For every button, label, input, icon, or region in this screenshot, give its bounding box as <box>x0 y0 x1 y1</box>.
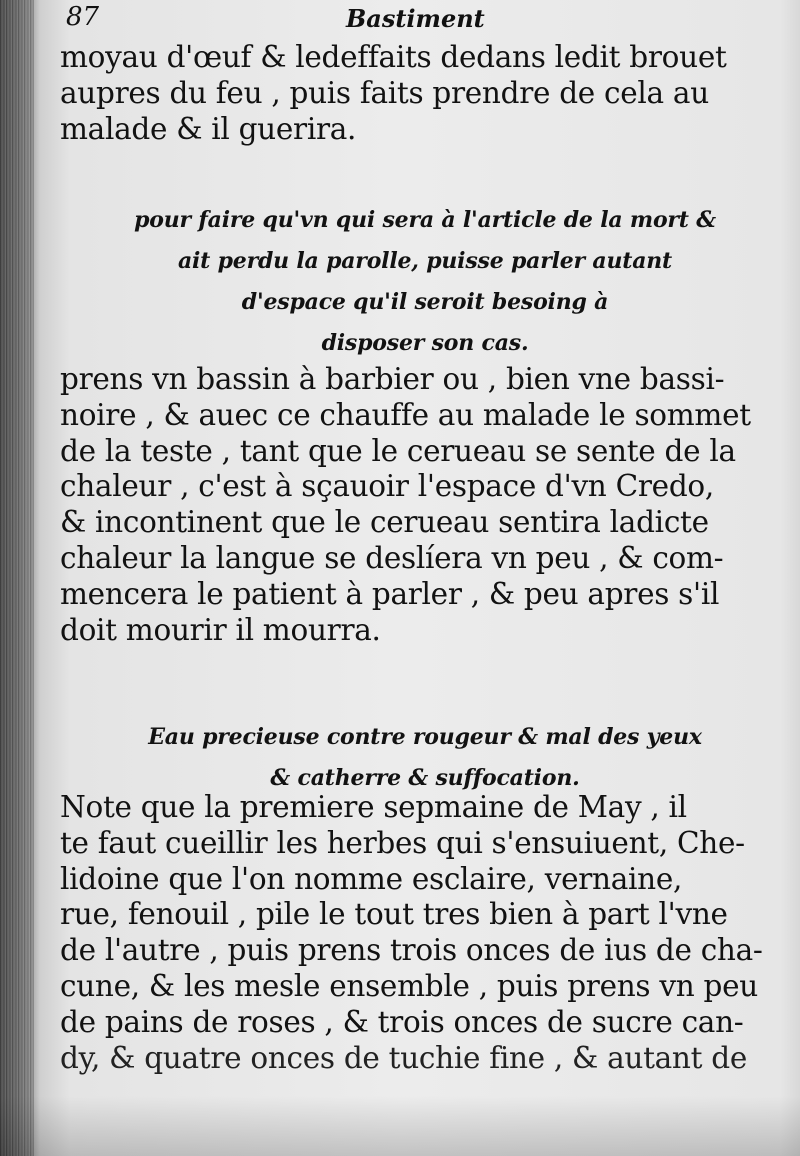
text-line: malade & il guerira. <box>60 111 357 146</box>
text-line: de pains de roses , & trois onces de sucre can- <box>60 1004 744 1039</box>
text-line: cune, & les mesle ensemble , puis prens vn peu <box>60 968 758 1003</box>
text-line: te faut cueillir les herbes qui s'ensuiuent, Che- <box>60 825 745 860</box>
text-line: lidoine que l'on nomme esclaire, vernaine, <box>60 861 683 896</box>
running-head: Bastiment <box>346 4 485 33</box>
text-line: prens vn bassin à barbier ou , bien vne bassi- <box>60 362 725 396</box>
book-spine-edge <box>0 0 34 1156</box>
text-line: chaleur , c'est à sçauoir l'espace d'vn Credo, <box>60 469 714 504</box>
paragraph-continuation <box>60 40 790 147</box>
text-line: de la teste , tant que le cerueau se sente de la <box>60 433 736 468</box>
heading-line: Eau precieuse contre rougeur & mal des yeux <box>148 724 702 750</box>
page-header <box>66 2 786 32</box>
heading-line: pour faire qu'vn qui sera à l'article de la mort & <box>134 207 716 233</box>
text-line: moyau d'œuf & ledeffaits dedans ledit brouet <box>60 40 727 74</box>
paragraph-eye-water-recipe <box>60 790 790 1076</box>
recipe-heading-speech <box>80 200 770 364</box>
text-line: rue, fenouil , pile le tout tres bien à part l'vne <box>60 897 728 932</box>
text-line: noire , & auec ce chauffe au malade le sommet <box>60 397 751 432</box>
page-bottom-shadow <box>0 1096 800 1156</box>
heading-line: & catherre & suffocation. <box>270 765 580 791</box>
text-line: chaleur la langue se deslíera vn peu , & com- <box>60 540 724 575</box>
text-line: & incontinent que le cerueau sentira ladicte <box>60 505 709 540</box>
text-line: de l'autre , puis prens trois onces de ius de cha- <box>60 933 763 968</box>
text-line: Note que la premiere sepmaine de May , il <box>60 790 687 824</box>
heading-line: disposer son cas. <box>321 330 529 356</box>
recipe-heading-eye-water <box>80 717 770 799</box>
text-line: mencera le patient à parler , & peu apres s'il <box>60 576 720 611</box>
text-line: aupres du feu , puis faits prendre de cela au <box>60 75 709 110</box>
heading-line: d'espace qu'il seroit besoing à <box>241 289 609 315</box>
text-line: doit mourir il mourra. <box>60 612 381 647</box>
heading-line: ait perdu la parolle, puisse parler autant <box>177 248 673 274</box>
paragraph-speech-remedy <box>60 362 790 648</box>
page-number: 87 <box>66 2 100 32</box>
text-line: dy, & quatre onces de tuchie fine , & autant de <box>60 1040 747 1075</box>
